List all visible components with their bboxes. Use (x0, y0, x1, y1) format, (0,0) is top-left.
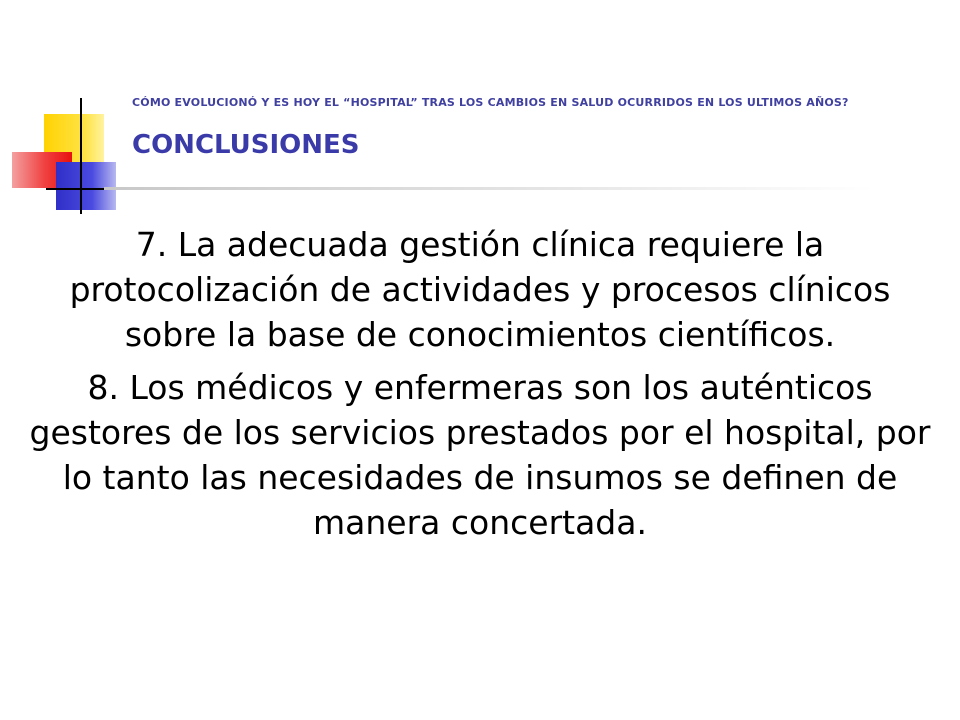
slide-body (20, 222, 940, 553)
slide-title: CONCLUSIONES (132, 130, 360, 160)
slide-subtitle: CÓMO EVOLUCIONÓ Y ES HOY EL “HOSPITAL” TRAS LOS CAMBIOS EN SALUD OCURRIDOS EN LOS ULTIMOS AÑOS? (132, 96, 849, 109)
vertical-line-decoration (80, 98, 82, 214)
title-underline (104, 187, 874, 190)
blue-square-decoration (56, 162, 116, 210)
conclusion-point-7: 7. La adecuada gestión clínica requiere la protocolización de actividades y procesos clínicos sobre la base de conocimientos científicos. (69, 225, 891, 354)
conclusion-point-8: 8. Los médicos y enfermeras son los auténticos gestores de los servicios prestados por el hospital, por lo tanto las necesidades de insumos se definen de manera concertada. (29, 368, 931, 542)
